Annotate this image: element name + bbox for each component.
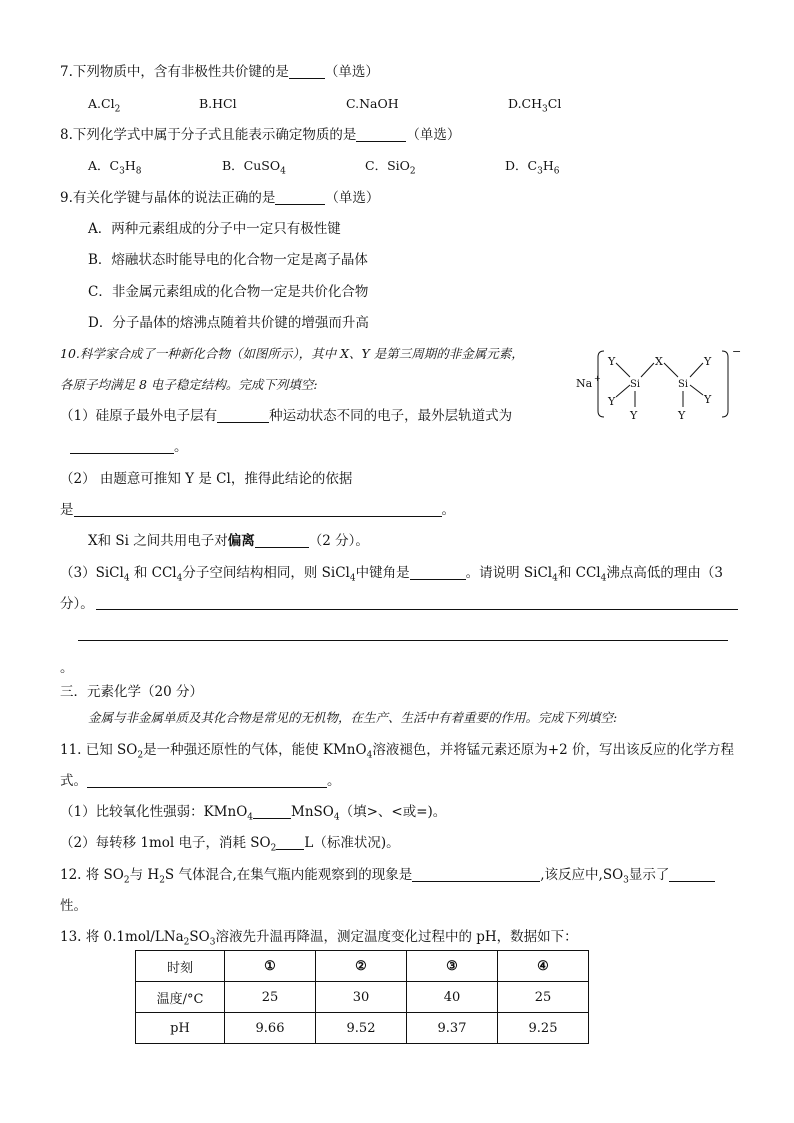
table-header-cell: ②	[316, 951, 407, 982]
q8-option-b: B．CuSO$_4$	[222, 158, 286, 177]
q8-stem	[60, 126, 460, 144]
table-cell: 9.66	[225, 1013, 316, 1044]
q10-part1: （1）硅原子最外电子层有 种运动状态不同的电子，最外层轨道式为	[60, 408, 513, 424]
q10-p1-blank-1[interactable]	[217, 408, 269, 423]
q10-part2-line3: X和 Si 之间共用电子对偏离 （2 分）。	[88, 533, 369, 549]
q7-stem-text: 7.下列物质中，含有非极性共价键的是	[60, 64, 289, 80]
q11-p1-blank[interactable]	[253, 804, 291, 819]
q10-p3-answer-line-1[interactable]	[96, 609, 738, 610]
q8-option-c: C．SiO$_2$	[365, 158, 416, 177]
q8-option-a: A．$C_3H_8$	[88, 158, 142, 177]
q9-stem-text: 9.有关化学键与晶体的说法正确的是	[60, 190, 276, 206]
q10-p2-blank-1[interactable]	[74, 502, 442, 517]
mol-y1: Y	[608, 355, 616, 368]
section-3-title: 三．元素化学（20 分）	[60, 684, 203, 700]
section-3-intro: 金属与非金属单质及其化合物是常见的无机物，在生产、生活中有着重要的作用。完成下列填空:	[88, 710, 618, 725]
table-cell: 温度/°C	[136, 982, 225, 1013]
q11-part1: （1）比较氧化性强弱：KMnO$_4$ MnSO$_4$（填>、<或=)。	[60, 804, 447, 823]
mol-si1: Si	[630, 379, 641, 390]
table-cell: 9.25	[498, 1013, 589, 1044]
mol-charge: −	[732, 345, 742, 358]
q9-suffix: （单选）	[325, 190, 380, 206]
q11-p2-blank[interactable]	[276, 835, 304, 850]
q10-part3-line2: 分）。	[60, 596, 94, 612]
q9-option-c: C．非金属元素组成的化合物一定是共价化合物	[88, 284, 369, 300]
q13-data-table	[135, 950, 589, 1044]
q10-p1-blank-2[interactable]	[70, 439, 174, 454]
molecule-structure-diagram	[570, 345, 750, 425]
q11-part2: （2）每转移 1mol 电子，消耗 $SO_2$ L（标准状况)。	[60, 835, 400, 854]
q11-stem-line2: 式。 。	[60, 773, 341, 789]
q13-stem: 13. 将 $0.1mol/LNa_2SO_3$溶液先升温再降温，测定温度变化过程中的 pH，数据如下：	[60, 929, 578, 948]
q10-intro-line1: 10.科学家合成了一种新化合物（如图所示），其中 X、Y 是第三周期的非金属元素，	[60, 346, 524, 361]
table-row	[136, 1013, 589, 1044]
q8-answer-blank[interactable]	[356, 127, 406, 142]
mol-na-charge: +	[594, 374, 601, 383]
q11-stem: 11. 已知 $SO_2$是一种强还原性的气体，能使 KMnO$_4$溶液褪色，并将锰元素还原为+2 价，写出该反应的化学方程	[60, 742, 735, 761]
table-cell: 40	[407, 982, 498, 1013]
q7-option-b: B.HCl	[199, 96, 237, 111]
q10-part1-line2: 。	[70, 438, 188, 456]
q12-stem: 12. 将 $SO_2$与 $H_2S$ 气体混合,在集气瓶内能观察到的现象是 ,该反应中$,SO_3$显示了	[60, 866, 715, 884]
q9-option-a: A．两种元素组成的分子中一定只有极性键	[88, 221, 341, 237]
q10-part2: （2） 由题意可推知 Y 是 Cl，推得此结论的依据	[60, 471, 353, 487]
q11-equation-blank[interactable]	[87, 773, 327, 788]
mol-y4: Y	[704, 355, 712, 368]
q9-option-d: D．分子晶体的熔沸点随着共价键的增强而升高	[88, 315, 369, 331]
q9-answer-blank[interactable]	[275, 190, 325, 205]
mol-si2: Si	[678, 379, 689, 390]
q12-blank-1[interactable]	[412, 867, 540, 882]
q7-answer-blank[interactable]	[289, 64, 325, 79]
table-header-cell: ①	[225, 951, 316, 982]
mol-y2: Y	[608, 395, 616, 408]
q10-part3: （3）SiCl$_4$ 和 CCl$_4$分子空间结构相同，则 SiCl$_4$中键角是 。请说明 SiCl$_4$和 CCl$_4$沸点高低的理由（3	[60, 565, 723, 584]
table-row	[136, 982, 589, 1013]
q7-option-d: $D.CH_3Cl$	[508, 96, 562, 115]
q7-stem	[60, 63, 379, 81]
q7-option-a: $A.Cl_2$	[88, 96, 121, 115]
mol-x: X	[655, 355, 663, 368]
table-cell: 25	[225, 982, 316, 1013]
q12-stem-line2: 性。	[60, 898, 87, 914]
q8-stem-text: 8.下列化学式中属于分子式且能表示确定物质的是	[60, 127, 357, 143]
q7-option-c: C.NaOH	[346, 96, 399, 111]
table-cell: pH	[136, 1013, 225, 1044]
q9-stem	[60, 189, 379, 207]
q8-option-d: D．$C_3H_6$	[505, 158, 560, 177]
q9-option-b: B．熔融状态时能导电的化合物一定是离子晶体	[88, 252, 368, 268]
mol-y6: Y	[678, 409, 686, 422]
mol-na: Na	[576, 377, 593, 390]
q8-suffix: （单选）	[406, 127, 461, 143]
q10-p3-blank-1[interactable]	[410, 565, 466, 580]
table-header-row	[136, 951, 589, 982]
q10-intro-line2: 各原子均满足 8 电子稳定结构。完成下列填空:	[60, 377, 318, 392]
mol-y5: Y	[704, 393, 712, 406]
table-cell: 30	[316, 982, 407, 1013]
q10-part2-line2: 是 。	[60, 502, 455, 518]
q10-part3-end: 。	[60, 660, 74, 676]
table-cell: 9.37	[407, 1013, 498, 1044]
q10-p3-answer-line-2[interactable]	[78, 640, 728, 641]
table-cell: 25	[498, 982, 589, 1013]
q7-suffix: （单选）	[324, 64, 379, 80]
table-header-cell: ③	[407, 951, 498, 982]
q10-p2-blank-2[interactable]	[255, 533, 309, 548]
table-cell: 9.52	[316, 1013, 407, 1044]
table-header-cell: 时刻	[136, 951, 225, 982]
mol-y3: Y	[630, 409, 638, 422]
table-header-cell: ④	[498, 951, 589, 982]
q12-blank-2[interactable]	[669, 867, 715, 882]
